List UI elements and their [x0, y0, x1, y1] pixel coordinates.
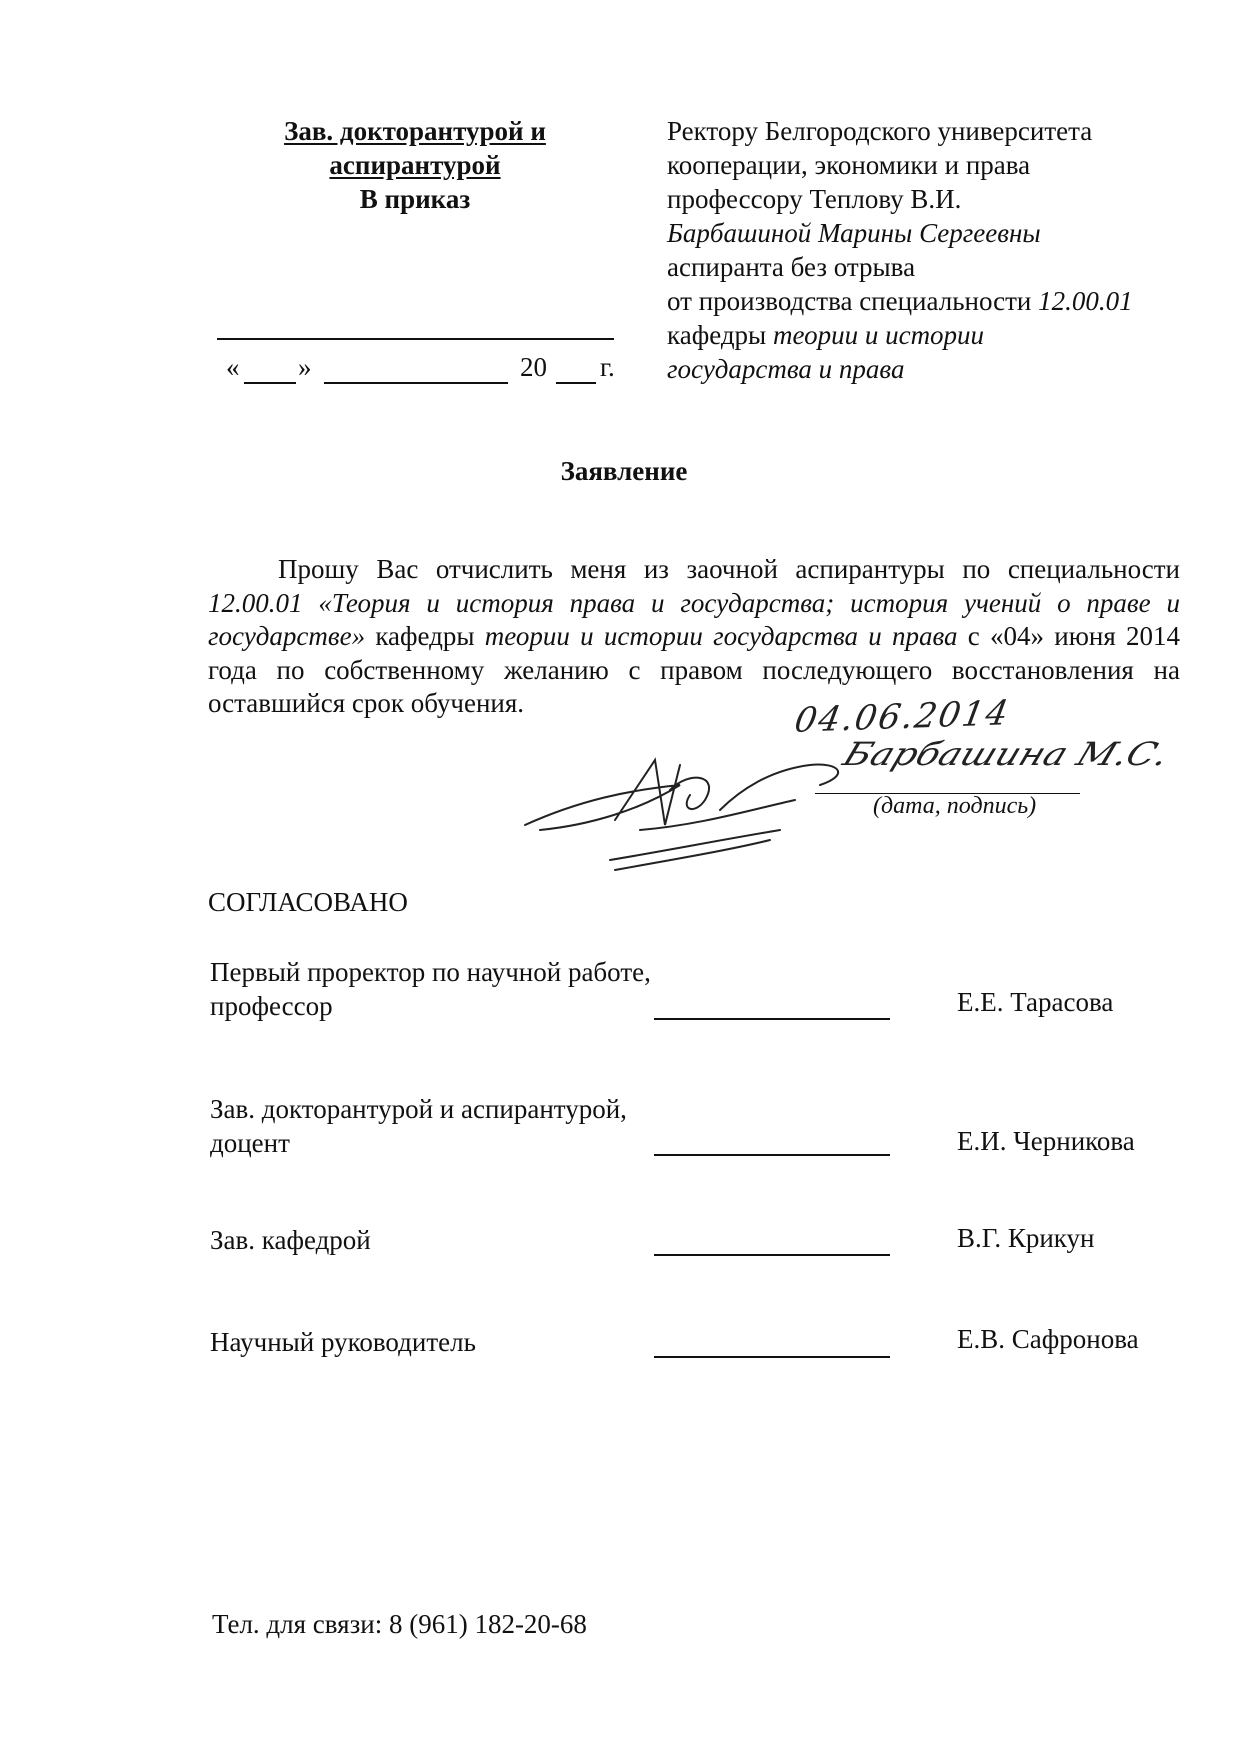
- signature-line: [654, 1018, 890, 1020]
- body-specialty: 12.00.01 «Теория и история права и государства; история учений о праве и государстве»: [208, 587, 1180, 651]
- application-body: [208, 553, 1180, 721]
- body-department: теории и истории государства и права: [484, 621, 958, 651]
- specialty-code: 12.00.01: [1038, 286, 1133, 316]
- handwritten-date: 04.06.2014: [791, 693, 1014, 741]
- approval-line-1: Зав. докторантурой и: [284, 116, 546, 146]
- addressee-line-1: Ректору Белгородского университета: [667, 116, 1093, 146]
- date-signature-caption: (дата, подпись): [873, 793, 1037, 819]
- approval-day-blank: [244, 382, 296, 384]
- addressee-block: [667, 114, 1227, 386]
- addressee-line-7: [667, 318, 1227, 352]
- signatory-title: профессор: [210, 991, 333, 1021]
- body-text-1: Прошу Вас отчислить меня из заочной аспирантуры по специальности: [278, 554, 1180, 584]
- approval-line-3: В приказ: [359, 184, 471, 214]
- applicant-signature: [520, 730, 900, 870]
- addressee-line-2: кооперации, экономики и права: [667, 150, 1031, 180]
- approval-date-open-quote: «: [226, 352, 240, 382]
- addressee-line-6: [667, 284, 1227, 318]
- signatory-position: Научный руководитель: [210, 1327, 476, 1357]
- approval-month-blank: [324, 382, 508, 384]
- department-label: кафедры: [667, 320, 773, 350]
- approval-year-suffix: г.: [600, 352, 615, 382]
- approval-date-close-quote: »: [298, 352, 312, 382]
- contact-phone: Тел. для связи: 8 (961) 182-20-68: [212, 1609, 587, 1639]
- department-name-part-2: государства и права: [667, 354, 905, 384]
- specialty-label: от производства специальности: [667, 286, 1039, 316]
- document-title: Заявление: [560, 456, 688, 486]
- approval-signature-line: [217, 338, 614, 340]
- signatory-name: Е.И. Черникова: [957, 1126, 1135, 1156]
- signature-line: [654, 1154, 890, 1156]
- signatory-position: Первый проректор по научной работе,: [210, 957, 651, 987]
- signatory-position: Зав. докторантурой и аспирантурой,: [210, 1094, 627, 1124]
- applicant-name: Барбашиной Марины Сергеевны: [667, 218, 1041, 248]
- body-text-3: с «04» июня 2014 года по собственному желанию с правом последующего восстановления на оставшийся срок обучения.: [208, 621, 1181, 718]
- signatory-name: В.Г. Крикун: [957, 1223, 1095, 1253]
- approval-line-2: аспирантурой: [329, 150, 501, 180]
- body-text-2: кафедры: [365, 621, 485, 651]
- signature-line: [654, 1356, 890, 1358]
- approval-year-blank: [556, 382, 596, 384]
- approval-block: [210, 114, 620, 216]
- signatory-position: Зав. кафедрой: [210, 1225, 371, 1255]
- signatory-title: доцент: [210, 1128, 290, 1158]
- signature-line: [654, 1254, 890, 1256]
- handwritten-name: Барбашина М.С.: [838, 735, 1175, 773]
- addressee-line-3: профессору Теплову В.И.: [667, 184, 962, 214]
- signatory-name: Е.В. Сафронова: [957, 1324, 1139, 1354]
- agreed-heading: СОГЛАСОВАНО: [208, 887, 408, 917]
- department-name-part-1: теории и истории: [772, 320, 985, 350]
- approval-year-prefix: 20: [520, 352, 547, 382]
- addressee-line-5: аспиранта без отрыва: [667, 252, 916, 282]
- signatory-name: Е.Е. Тарасова: [957, 987, 1114, 1017]
